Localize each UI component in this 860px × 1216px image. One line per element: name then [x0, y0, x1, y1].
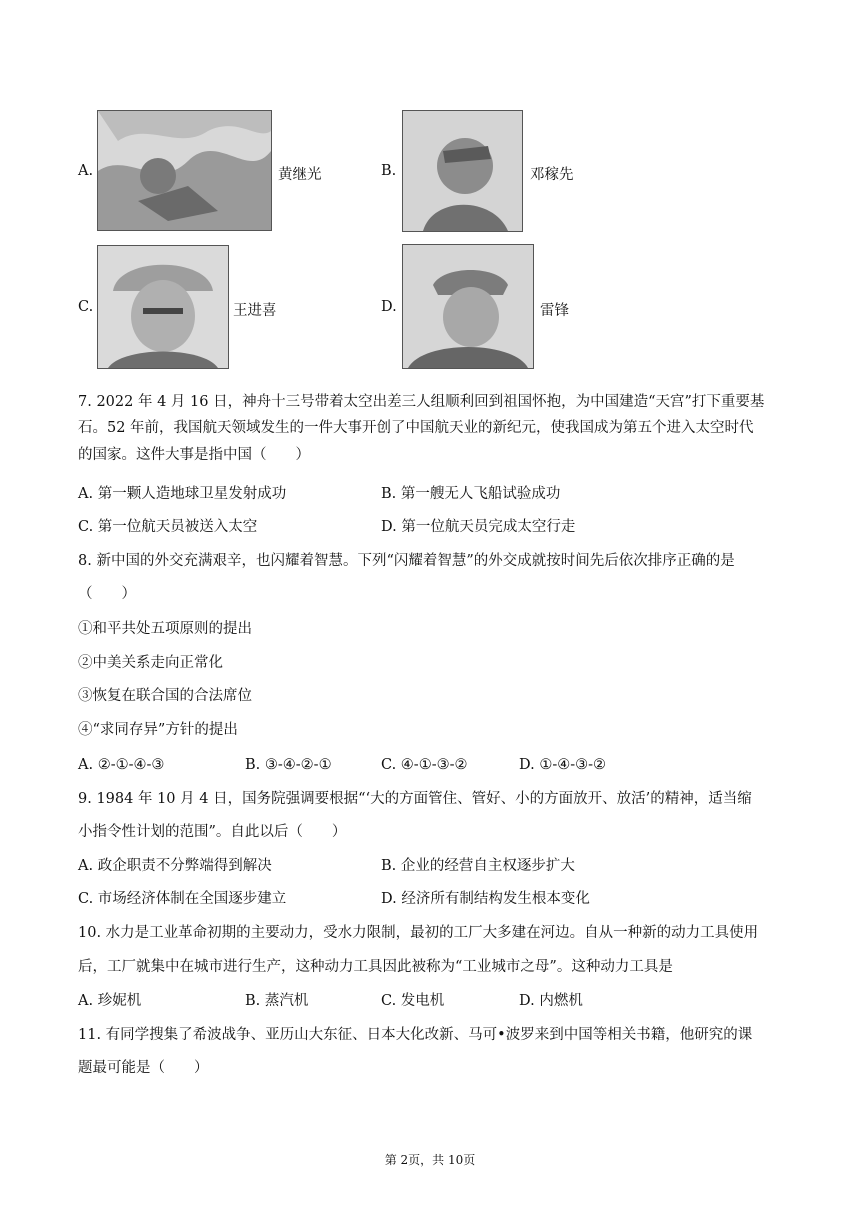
q9-stem-line1: 9. 1984 年 10 月 4 日，国务院强调要根据“‘大的方面管住、管好、小的方面放开、放活’的精神，适当缩	[78, 791, 752, 807]
page-number: 第 2页，共 10页	[384, 1153, 476, 1167]
option-a-label: A.	[78, 163, 94, 179]
q9-option-b: B. 企业的经营自主权逐步扩大	[381, 858, 575, 874]
q8-item-2: ②中美关系走向正常化	[78, 655, 223, 671]
q7-option-d: D. 第一位航天员完成太空行走	[381, 519, 576, 535]
q11-stem-line2: 题最可能是（ ）	[78, 1060, 209, 1076]
q9-option-d: D. 经济所有制结构发生根本变化	[381, 891, 590, 907]
q8-stem-line2: （ ）	[78, 586, 136, 602]
q7-option-b: B. 第一艘无人飞船试验成功	[381, 486, 561, 502]
q7-stem-line2: 石。52 年前，我国航天领域发生的一件大事开创了中国航天业的新纪元，使我国成为第五个进入太空时代	[78, 420, 754, 436]
q8-option-b: B. ③-④-②-①	[245, 757, 332, 773]
q10-option-a: A. 珍妮机	[78, 993, 142, 1009]
q11-stem-line1: 11. 有同学搜集了希波战争、亚历山大东征、日本大化改新、马可•波罗来到中国等相关书籍，他研究的课	[78, 1027, 753, 1043]
q8-option-d: D. ①-④-③-②	[519, 757, 607, 773]
q9-stem-line2: 小指令性计划的范围”。自此以后（ ）	[78, 824, 347, 840]
q10-option-b: B. 蒸汽机	[245, 993, 309, 1009]
q7-option-c: C. 第一位航天员被送入太空	[78, 519, 258, 535]
option-d-label: D.	[381, 299, 397, 315]
option-c-label: C.	[78, 299, 94, 315]
option-a-caption: 黄继光	[278, 167, 322, 183]
lei-feng-photo	[402, 244, 534, 369]
q7-stem-line1: 7. 2022 年 4 月 16 日，神舟十三号带着太空出差三人组顺利回到祖国怀抱，为中国建造“天宫”打下重要基	[78, 394, 765, 410]
option-c-caption: 王进喜	[233, 303, 277, 319]
option-d-caption: 雷锋	[540, 303, 569, 319]
deng-jiaxian-photo	[402, 110, 523, 232]
q10-option-d: D. 内燃机	[519, 993, 583, 1009]
q8-option-a: A. ②-①-④-③	[78, 757, 165, 773]
huang-jiguang-photo	[97, 110, 272, 231]
q10-option-c: C. 发电机	[381, 993, 445, 1009]
q8-item-1: ①和平共处五项原则的提出	[78, 621, 252, 637]
q7-stem-line3: 的国家。这件大事是指中国（ ）	[78, 447, 310, 463]
wang-jinxi-photo	[97, 245, 229, 369]
q8-option-c: C. ④-①-③-②	[381, 757, 468, 773]
q8-stem-line1: 8. 新中国的外交充满艰辛，也闪耀着智慧。下列“闪耀着智慧”的外交成就按时间先后依次排序正确的是	[78, 553, 735, 569]
option-b-label: B.	[381, 163, 397, 179]
q8-item-4: ④“求同存异”方针的提出	[78, 722, 238, 738]
q9-option-a: A. 政企职责不分弊端得到解决	[78, 858, 272, 874]
q8-item-3: ③恢复在联合国的合法席位	[78, 688, 252, 704]
q10-stem-line1: 10. 水力是工业革命初期的主要动力，受水力限制，最初的工厂大多建在河边。自从一种新的动力工具使用	[78, 925, 759, 941]
q9-option-c: C. 市场经济体制在全国逐步建立	[78, 891, 287, 907]
q10-stem-line2: 后，工厂就集中在城市进行生产，这种动力工具因此被称为“工业城市之母”。这种动力工具是	[78, 959, 673, 975]
option-b-caption: 邓稼先	[530, 167, 574, 183]
q7-option-a: A. 第一颗人造地球卫星发射成功	[78, 486, 287, 502]
